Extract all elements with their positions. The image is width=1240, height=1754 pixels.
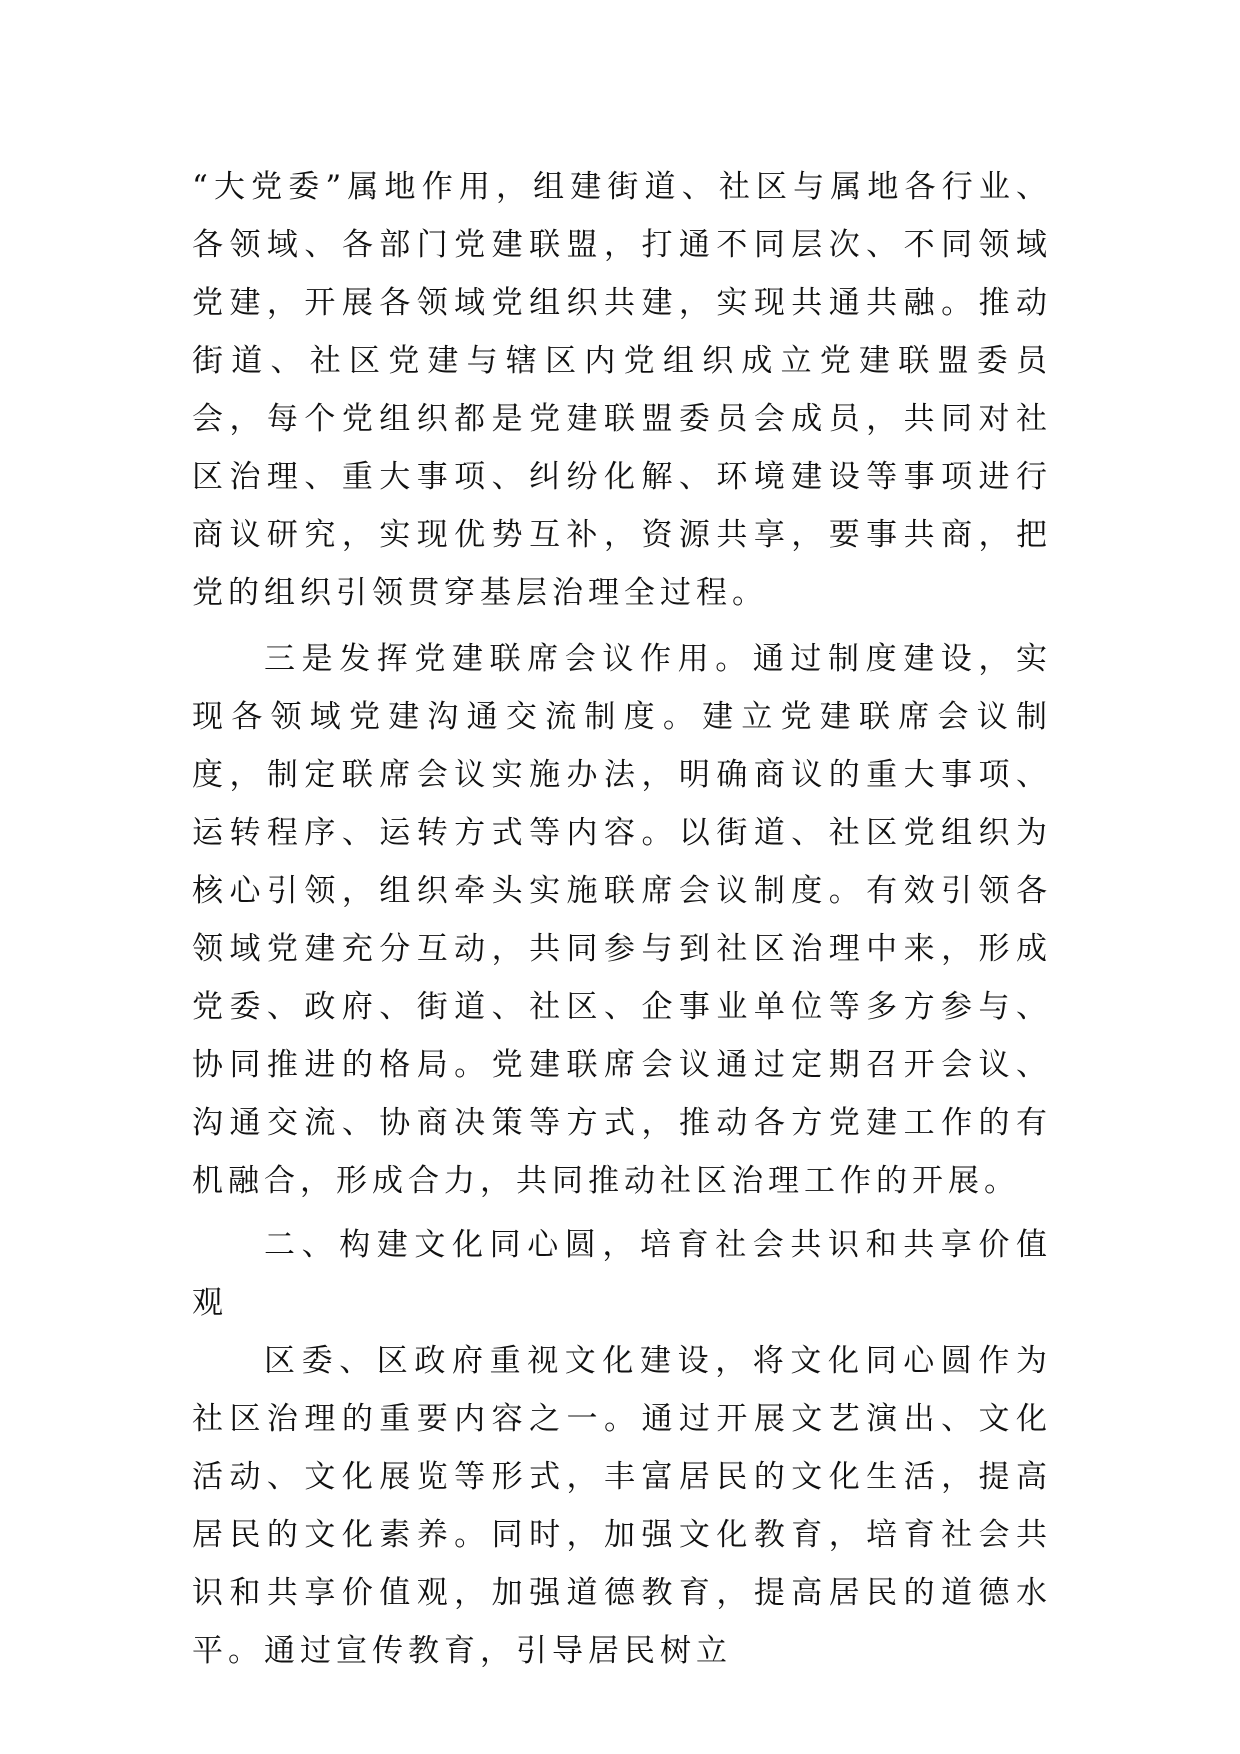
paragraph-joint-meeting: 三是发挥党建联席会议作用。通过制度建设，实现各领域党建沟通交流制度。建立党建联席会议制度，制定联席会议实施办法，明确商议的重大事项、运转程序、运转方式等内容。以街道、社区党组织为核心引领，组织牵头实施联席会议制度。有效引领各领域党建充分互动，共同参与到社区治理中来，形成党委、政府、街道、社区、企事业单位等多方参与、协同推进的格局。党建联席会议通过定期召开会议、沟通交流、协商决策等方式，推动各方党建工作的有机融合，形成合力，共同推动社区治理工作的开展。: [192, 641, 1052, 1199]
paragraph-culture-building: 区委、区政府重视文化建设，将文化同心圆作为社区治理的重要内容之一。通过开展文艺演出、文化活动、文化展览等形式，丰富居民的文化生活，提高居民的文化素养。同时，加强文化教育，培育社会共识和共享价值观，加强道德教育，提高居民的道德水平。通过宣传教育，引导居民树立: [192, 1343, 1052, 1669]
paragraph-party-alliance: “大党委”属地作用，组建街道、社区与属地各行业、各领域、各部门党建联盟，打通不同层次、不同领域党建，开展各领域党组织共建，实现共通共融。推动街道、社区党建与辖区内党组织成立党建联盟委员会，每个党组织都是党建联盟委员会成员，共同对社区治理、重大事项、纠纷化解、环境建设等事项进行商议研究，实现优势互补，资源共享，要事共商，把党的组织引领贯穿基层治理全过程。: [192, 169, 1052, 611]
section-heading-culture: 二、构建文化同心圆，培育社会共识和共享价值观: [192, 1227, 1052, 1321]
document-body: [192, 158, 1052, 1680]
